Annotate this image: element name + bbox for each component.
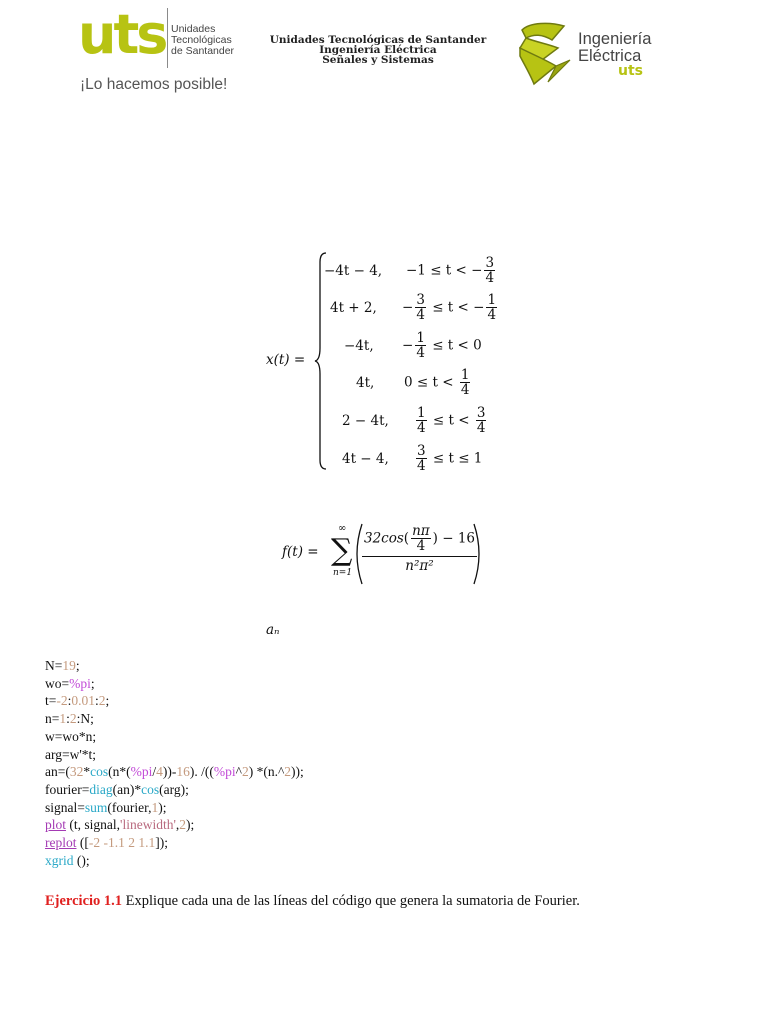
code-token: arg=w'*t;: [45, 746, 97, 762]
code-token: 2: [179, 817, 186, 833]
code-line: [45, 852, 304, 870]
fraction: [460, 368, 471, 398]
fraction-den: 4: [417, 458, 426, 474]
code-token: -1.1: [103, 835, 125, 851]
case-condition: ≤ t < 0: [427, 337, 482, 354]
series-num-pre: 32cos: [364, 530, 404, 547]
piecewise-case: [324, 256, 497, 286]
piecewise-case: [342, 444, 482, 474]
code-token: 1.1: [138, 835, 156, 851]
code-token: 2: [98, 693, 106, 709]
case-expression: −4t,: [344, 337, 374, 354]
code-token: ();: [73, 852, 90, 868]
fraction-num: 1: [416, 330, 425, 346]
code-token: xgrid: [45, 852, 74, 868]
fraction-num: 3: [476, 405, 486, 421]
case-expression: 2 − 4t,: [342, 412, 389, 429]
code-token: w=wo*n;: [45, 728, 97, 744]
inner-paren: ): [432, 530, 438, 547]
case-expression: 4t + 2,: [330, 299, 377, 316]
code-token: );: [158, 799, 167, 815]
code-token: ,: [175, 817, 180, 833]
code-token: cos: [141, 781, 160, 797]
code-token: -2: [56, 693, 68, 709]
code-token: 19: [62, 658, 76, 673]
fraction-num: 3: [485, 255, 495, 271]
code-token: );: [186, 817, 195, 833]
fraction: [415, 293, 426, 323]
code-line: [45, 675, 304, 693]
fraction: [411, 524, 431, 554]
fraction-num: 1: [460, 367, 470, 383]
uts-logo-divider: [167, 8, 168, 68]
code-token: %pi: [69, 675, 91, 691]
series-num-post: − 16: [437, 530, 476, 547]
code-token: ;: [90, 675, 95, 691]
summation-sign: ∑: [331, 533, 353, 568]
series-label: f(t) =: [282, 544, 319, 560]
code-token: :: [95, 693, 99, 709]
case-expression: 4t − 4,: [342, 450, 389, 467]
fraction-den: 4: [487, 307, 497, 323]
code-token: (n*(: [108, 764, 131, 780]
piecewise-label: x(t) =: [266, 352, 306, 368]
code-token: :: [66, 711, 70, 727]
code-line: [45, 657, 304, 675]
code-token: (t, signal,: [66, 817, 121, 833]
case-condition: −: [402, 299, 414, 316]
right-paren: [473, 523, 485, 585]
code-token: -2: [88, 835, 101, 851]
fraction-den: 4: [485, 270, 495, 286]
institution-line: Señales y Sistemas: [322, 54, 434, 66]
code-line: [45, 746, 304, 764]
fraction-num: 3: [416, 292, 425, 308]
code-token: ([: [76, 835, 89, 851]
lightning-emblem-icon: [512, 20, 578, 88]
inner-paren: (: [403, 530, 410, 547]
code-token: /: [152, 764, 157, 780]
code-token: fourier=: [45, 781, 90, 797]
code-token: an=(: [45, 764, 70, 780]
code-token: 16: [176, 764, 190, 780]
code-token: n=: [45, 711, 60, 727]
an-label: aₙ: [266, 622, 280, 638]
fraction-num: 1: [417, 405, 426, 421]
sum-upper-limit: ∞: [338, 523, 347, 534]
code-token: %pi: [130, 764, 153, 780]
code-line: [45, 799, 304, 817]
fraction: [415, 331, 426, 361]
fraction-num: 3: [417, 443, 426, 459]
code-line: [45, 728, 304, 746]
fraction-den: 4: [417, 420, 426, 436]
piecewise-case: [330, 293, 499, 323]
piecewise-case: [342, 406, 488, 436]
code-token: signal=: [45, 799, 85, 815]
case-condition: ≤ t < −: [427, 299, 485, 316]
uts-logo-wordmark: uts: [78, 3, 166, 66]
code-token: 1: [151, 799, 159, 815]
case-condition: ≤ t ≤ 1: [428, 450, 483, 467]
case-expression: 4t,: [356, 374, 375, 391]
case-condition: 0 ≤ t <: [404, 374, 458, 391]
piecewise-case: [356, 368, 472, 398]
code-token: ))-: [162, 764, 177, 780]
ingenieria-electrica-logo: [512, 18, 697, 88]
code-token: %pi: [213, 764, 236, 780]
exercise-statement: [45, 893, 580, 910]
code-token: ) *(n.^: [248, 764, 285, 780]
code-token: ^: [235, 764, 242, 780]
case-condition: −: [402, 337, 414, 354]
code-token: ));: [291, 764, 304, 780]
code-token: wo=: [45, 675, 70, 691]
institution-line: Ingeniería Eléctrica: [319, 44, 437, 56]
exercise-text: Explique cada una de las líneas del código que genera la sumatoria de Fourier.: [122, 893, 580, 909]
code-line: [45, 781, 304, 799]
code-token: (fourier,: [107, 799, 152, 815]
code-token: cos: [90, 764, 109, 780]
code-token: (arg);: [159, 781, 189, 797]
code-token: ;: [105, 693, 110, 709]
fraction: [416, 406, 427, 436]
code-token: 2: [241, 764, 249, 780]
fraction-den: 4: [416, 538, 426, 554]
code-token: 2: [69, 711, 77, 727]
uts-logo: [78, 2, 248, 97]
code-token: ;: [75, 658, 80, 673]
code-token: ). /((: [189, 764, 214, 780]
code-line: [45, 834, 304, 852]
fraction-den: 4: [476, 420, 486, 436]
code-token: *: [83, 764, 91, 780]
uts-name-line: Tecnológicas: [171, 34, 232, 46]
code-token: 32: [69, 764, 84, 780]
code-token: replot: [45, 835, 77, 851]
ie-logo-line: Eléctrica: [578, 47, 642, 65]
ie-logo-uts: uts: [618, 63, 643, 79]
code-line: [45, 710, 304, 728]
code-token: 'linewidth': [120, 817, 176, 833]
sum-lower-limit: n=1: [333, 568, 353, 578]
series-fraction: [362, 524, 477, 574]
uts-name-line: Unidades: [171, 23, 216, 35]
code-token: :N;: [76, 711, 94, 727]
code-token: plot: [45, 817, 67, 833]
code-token: :: [67, 693, 72, 709]
code-line: [45, 763, 304, 781]
case-condition: ≤ t <: [428, 412, 474, 429]
fraction-num: nπ: [412, 523, 430, 539]
scilab-code-block: [45, 657, 304, 869]
uts-logo-names: [171, 24, 234, 57]
code-line: [45, 692, 304, 710]
series-denominator: n²π²: [405, 558, 434, 574]
exercise-label: Ejercicio 1.1: [45, 893, 123, 909]
code-token: 2: [284, 764, 292, 780]
code-line: [45, 816, 304, 834]
case-expression: −4t − 4,: [324, 262, 383, 279]
code-token: ]);: [155, 835, 168, 851]
fraction-den: 4: [416, 307, 425, 323]
case-condition: −1 ≤ t < −: [406, 262, 483, 279]
institution-line: Unidades Tecnológicas de Santander: [269, 34, 487, 46]
fraction-den: 4: [460, 382, 470, 398]
code-token: N=: [45, 658, 63, 673]
fraction: [416, 444, 427, 474]
fraction-den: 4: [416, 345, 425, 361]
code-token: t=: [45, 693, 57, 709]
code-token: 2: [128, 835, 135, 851]
ie-logo-line: Ingeniería: [578, 30, 652, 48]
piecewise-case: [344, 331, 482, 361]
uts-slogan: ¡Lo hacemos posible!: [80, 76, 228, 93]
uts-name-line: de Santander: [171, 45, 235, 57]
code-token: (an)*: [112, 781, 142, 797]
code-token: 4: [156, 764, 163, 780]
fraction: [476, 406, 487, 436]
fraction: [484, 256, 495, 286]
fraction-num: 1: [487, 292, 497, 308]
code-token: 1: [59, 711, 67, 727]
code-token: sum: [84, 799, 108, 815]
institution-heading: [254, 35, 502, 65]
code-token: 0.01: [71, 693, 96, 709]
code-token: diag: [89, 781, 113, 797]
fraction: [486, 293, 497, 323]
